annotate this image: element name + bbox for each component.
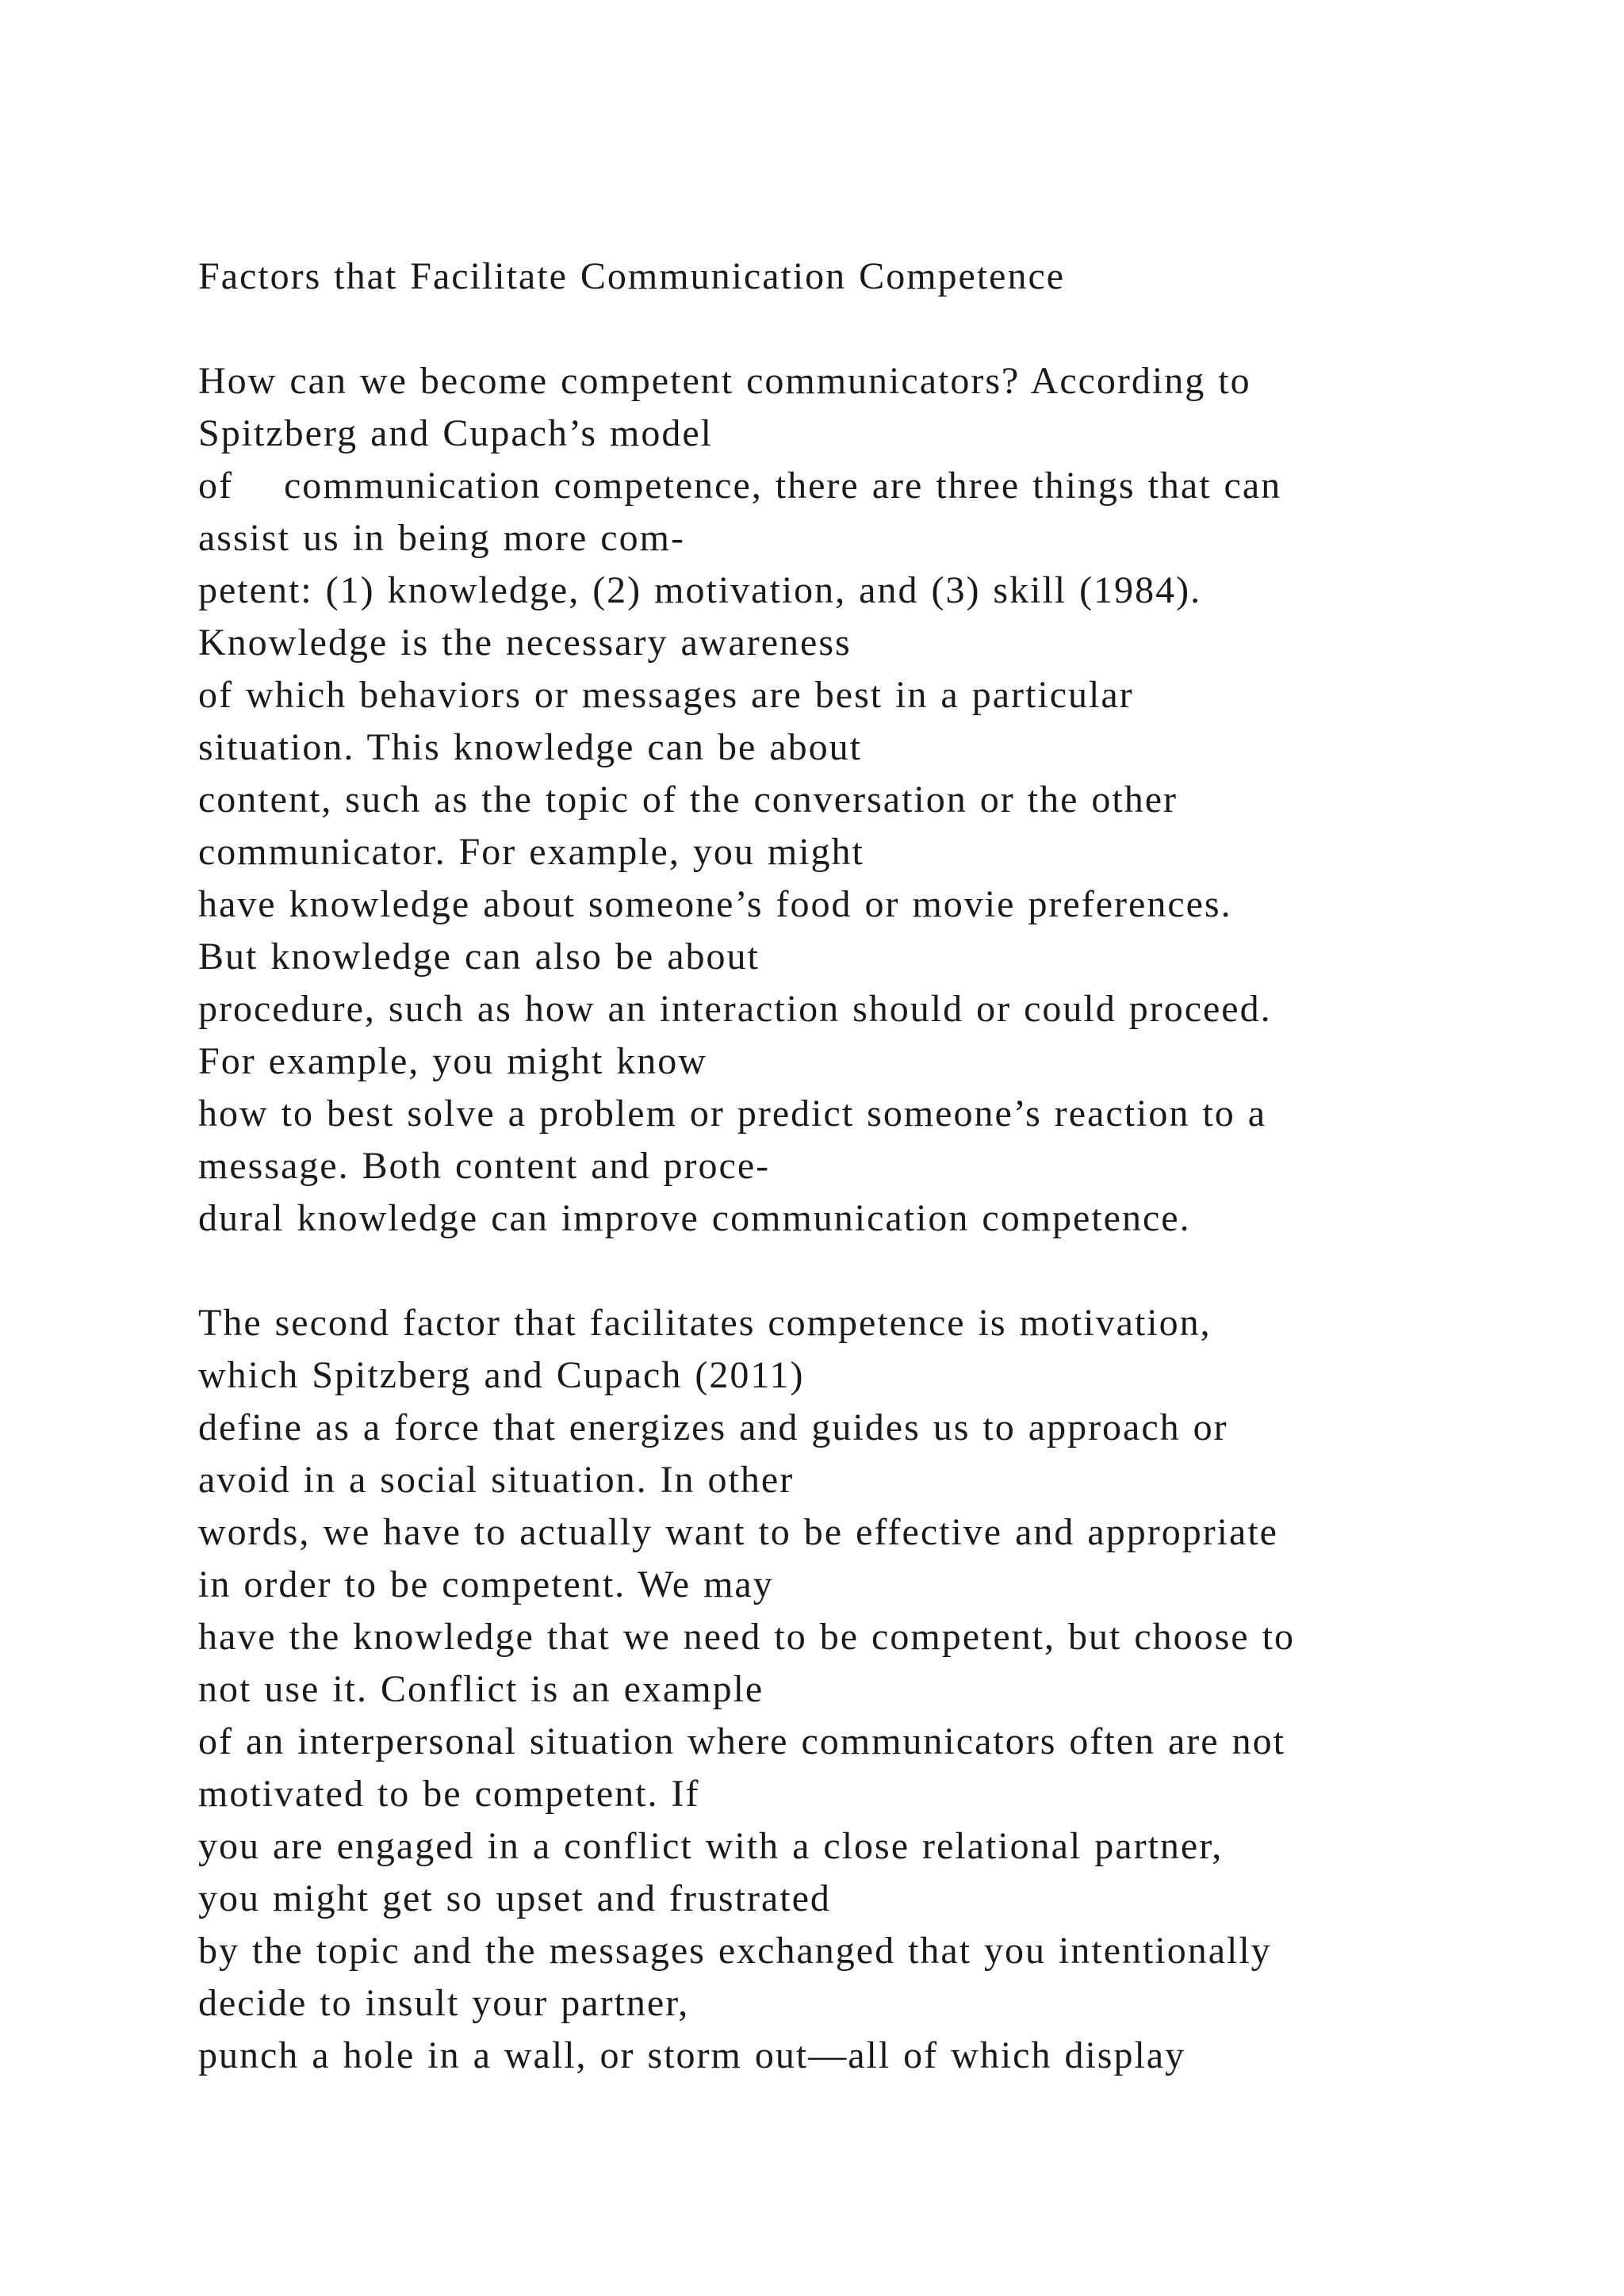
text-line: in order to be competent. We may	[198, 1563, 774, 1605]
text-line: For example, you might know	[198, 1040, 707, 1082]
text-line: of which behaviors or messages are best in a particular	[198, 674, 1134, 716]
text-line: How can we become competent communicators? According to	[198, 360, 1251, 402]
text-line: Spitzberg and Cupach’s model	[198, 412, 714, 454]
paragraph-2	[198, 1297, 1435, 2082]
text-line: procedure, such as how an interaction should or could proceed.	[198, 988, 1272, 1030]
text-line: dural knowledge can improve communication competence.	[198, 1197, 1191, 1239]
paragraph-1	[198, 355, 1435, 1245]
text-line: have the knowledge that we need to be competent, but choose to	[198, 1616, 1295, 1658]
document-body	[198, 251, 1435, 2082]
text-line: punch a hole in a wall, or storm out—all of which display	[198, 2034, 1186, 2076]
paragraph-gap	[198, 1245, 1435, 1297]
text-line: which Spitzberg and Cupach (2011)	[198, 1354, 805, 1396]
text-line: Knowledge is the necessary awareness	[198, 622, 852, 664]
text-line: The second factor that facilitates competence is motivation,	[198, 1302, 1212, 1344]
text-line: not use it. Conflict is an example	[198, 1668, 764, 1710]
text-line: avoid in a social situation. In other	[198, 1459, 795, 1501]
text-line: how to best solve a problem or predict someone’s reaction to a	[198, 1093, 1267, 1135]
text-line: words, we have to actually want to be effective and appropriate	[198, 1511, 1278, 1553]
text-line: content, such as the topic of the conversation or the other	[198, 779, 1178, 821]
text-line: situation. This knowledge can be about	[198, 726, 862, 768]
text-line: assist us in being more com-	[198, 517, 685, 559]
text-line: But knowledge can also be about	[198, 936, 760, 978]
text-line: motivated to be competent. If	[198, 1773, 700, 1815]
text-line: message. Both content and proce-	[198, 1145, 771, 1187]
text-line: you are engaged in a conflict with a close relational partner,	[198, 1825, 1224, 1867]
text-line: of an interpersonal situation where communicators often are not	[198, 1720, 1285, 1762]
text-line: petent: (1) knowledge, (2) motivation, and (3) skill (1984).	[198, 569, 1202, 611]
text-line: you might get so upset and frustrated	[198, 1877, 831, 1919]
text-line: by the topic and the messages exchanged that you intentionally	[198, 1930, 1272, 1972]
text-line: decide to insult your partner,	[198, 1982, 690, 2024]
text-line: have knowledge about someone’s food or movie preferences.	[198, 883, 1232, 925]
document-title: Factors that Facilitate Communication Competence	[198, 255, 1066, 297]
paragraph-gap	[198, 303, 1435, 355]
text-line: of communication competence, there are three things that can	[198, 465, 1282, 507]
text-line: communicator. For example, you might	[198, 831, 864, 873]
text-line: define as a force that energizes and guides us to approach or	[198, 1406, 1228, 1448]
